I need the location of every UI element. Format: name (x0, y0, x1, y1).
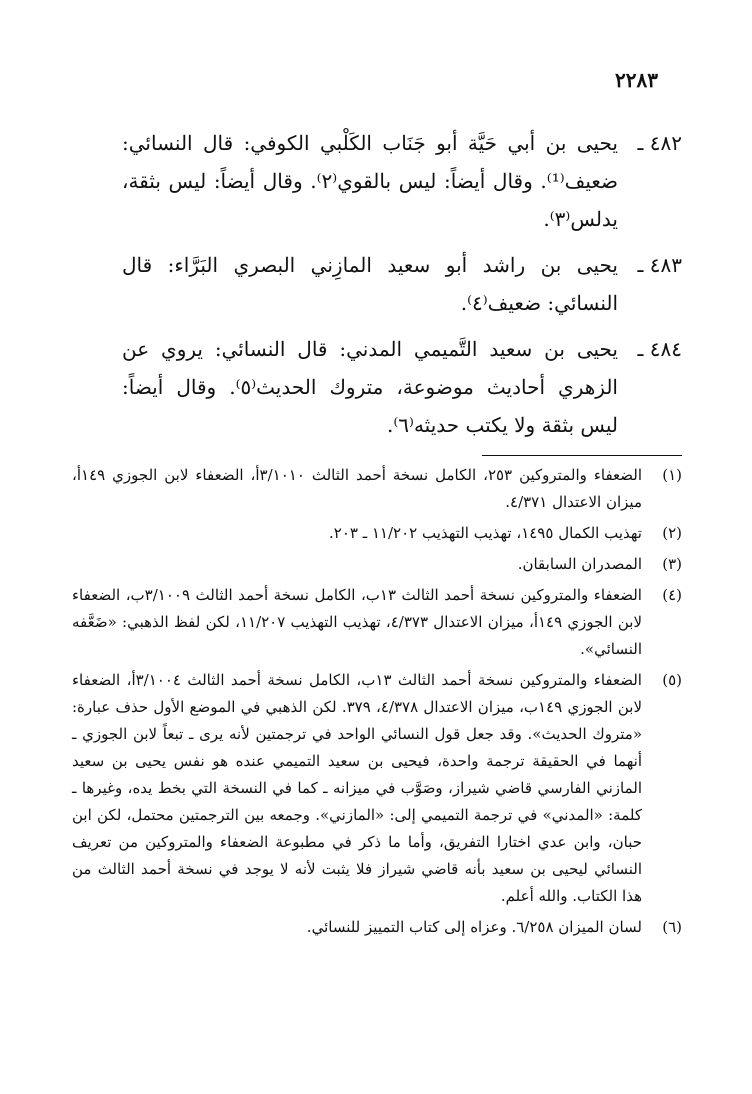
footnote-number: (١) (662, 466, 682, 484)
footnote (72, 582, 682, 663)
footnote (72, 462, 682, 516)
footnote-text: الضعفاء والمتروكين نسخة أحمد الثالث ١٣ب، الكامل نسخة أحمد الثالث ٣/١٠٠٩ب، الضعفاء لابن الجوزي ١٤٩أ، ميزان الاعتدال ٤/٣٧٣، تهذيب التهذيب ١١/٢٠٧، لكن لفظ الذهبي: «ضَعَّفه النسائي». (72, 586, 642, 658)
entry-number: ٤٨٤ ـ (637, 337, 682, 361)
entry-number: ٤٨٢ ـ (637, 131, 682, 155)
entry-paragraph: يحيى بن أبي حَيَّة أبو جَنَاب الكَلْبي الكوفي: قال النسائي: ضعيف⁽¹⁾. وقال أيضاً: ليس بالقوي⁽٢⁾. وقال أيضاً: ليس بثقة، يدلس⁽٣⁾. (122, 131, 618, 231)
footnote-number: (٣) (662, 555, 682, 573)
footnote-text: الضعفاء والمتروكين ٢٥٣، الكامل نسخة أحمد الثالث ٣/١٠١٠أ، الضعفاء لابن الجوزي ١٤٩أ، ميزان الاعتدال ٤/٣٧١. (72, 466, 643, 511)
footnote-text: المصدران السابقان. (517, 555, 642, 573)
footnote-number: (٦) (662, 918, 682, 936)
page-number: ٢٢٨٣ (615, 68, 658, 92)
footnote (72, 520, 682, 547)
footnote-number: (٤) (662, 586, 682, 604)
entry-text (122, 246, 618, 322)
entry-number: ٤٨٣ ـ (637, 253, 682, 277)
entry-paragraph: يحيى بن سعيد التَّميمي المدني: قال النسائي: يروي عن الزهري أحاديث موضوعة، متروك الحديث⁽٥⁾. وقال أيضاً: ليس بثقة ولا يكتب حديثه⁽٦⁾. (122, 337, 618, 437)
footnote (72, 914, 682, 941)
footnote-text: لسان الميزان ٦/٢٥٨. وعزاه إلى كتاب التمييز للنسائي. (306, 918, 642, 936)
footnote-text: تهذيب الكمال ١٤٩٥، تهذيب التهذيب ١١/٢٠٢ ـ ٢٠٣. (328, 524, 642, 542)
footnote (72, 667, 682, 910)
footnote-divider (482, 455, 682, 456)
entry-text (122, 330, 618, 444)
footnote-text: الضعفاء والمتروكين نسخة أحمد الثالث ١٣ب، الكامل نسخة أحمد الثالث ٣/١٠٠٤أ، الضعفاء لابن الجوزي ١٤٩ب، ميزان الاعتدال ٤/٣٧٨، ٣٧٩. لكن الذهبي في الموضع الأول حذف عبارة: «متروك الحديث». وقد جعل قول النسائي الواحد في ترجمتين لأنه يرى ـ تبعاً لابن الجوزي ـ أنهما في الحقيقة ترجمة واحدة، فيحيى بن سعيد التميمي عنده هو نفس يحيى بن سعيد المازني الفارسي قاضي شيراز، وصَوَّب في ميزانه ـ كما في النسخة التي بخط يده، وغيرها ـ كلمة: «المدني» في ترجمة التميمي إلى: «المازني». وجمعه بين الترجمتين محتمل، لكن ابن حبان، وابن عدي اختارا التفريق، وأما ما ذكر في مطبوعة الضعفاء والمتروكين من تعريف النسائي ليحيى بن سعيد بأنه قاضي شيراز فلا يثبت لأنه لا يوجد في نسخة أحمد الثالث من هذا الكتاب. والله أعلم. (72, 671, 642, 905)
footnote (72, 551, 682, 578)
footnote-number: (٢) (662, 524, 682, 542)
entry-paragraph: يحيى بن راشد أبو سعيد المازِني البصري البَرَّاء: قال النسائي: ضعيف⁽٤⁾. (122, 253, 618, 315)
entry (122, 124, 682, 238)
entry (122, 330, 682, 444)
entries-list (122, 124, 682, 452)
entry-text (122, 124, 618, 238)
footnote-number: (٥) (662, 671, 682, 689)
entry (122, 246, 682, 322)
footnotes-list (72, 462, 682, 945)
